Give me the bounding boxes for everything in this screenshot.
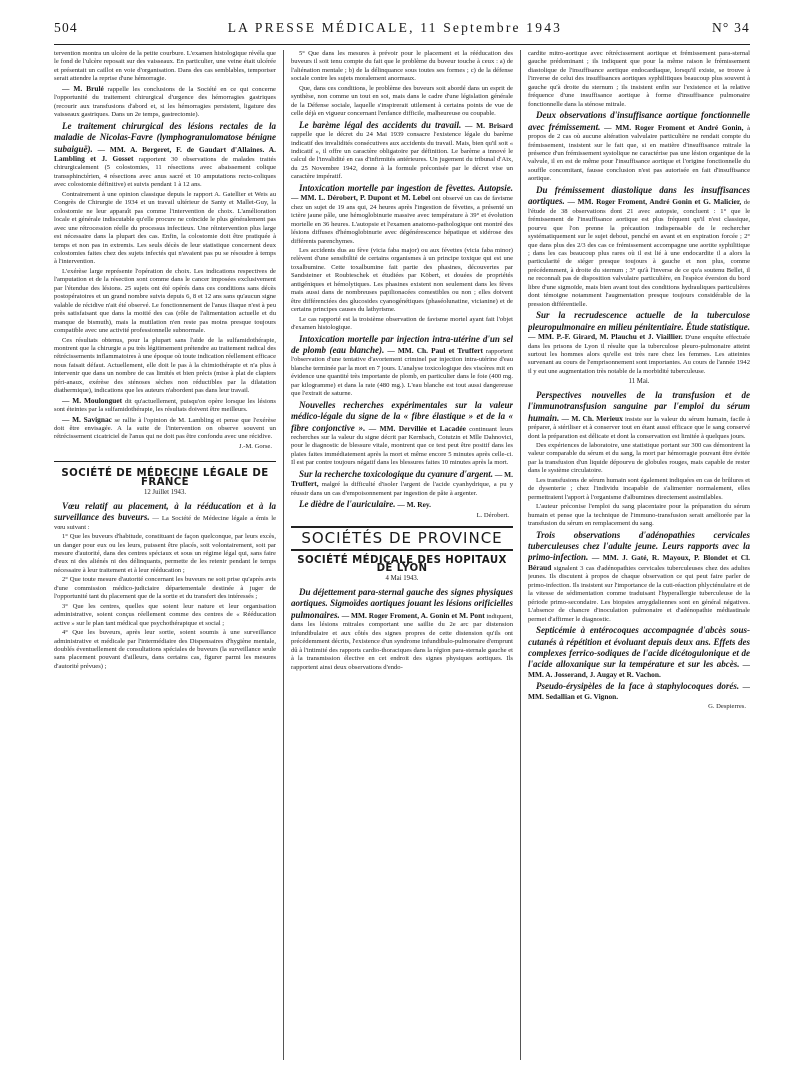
author-name: — M. Moulonguet [62, 395, 123, 405]
article-title: Du déjettement para-sternal gauche des signes physiques aortiques. Sigmoïdes aortiques jouant les lésions orificielles pulmonaires. [291, 586, 513, 620]
article-title: Le traitement chirurgical des lésions rectales de la maladie de Nicolas-Favre (lymphogranulomatose bénigne subaiguë). [54, 120, 276, 154]
province-banner: SOCIÉTÉS DE PROVINCE [291, 526, 513, 550]
signature: J.-M. Gorse. [239, 442, 272, 450]
author-names: — MM. Ch. Paul et Truffert [384, 345, 483, 355]
article-entry [291, 400, 513, 468]
paragraph: Contrairement à une opinion classique depuis le rapport A. Gatellier et Weis au Congrès de Chirurgie de 1934 et un travail ultérieur de Santy et Mallet-Guy, la colostomie ne leur apparaît pas comme l'intervention de choix. L'amélioration locale et générale indiscutable qu'elle procure ne coïncide le plus généralement pas avec une rétrocession réelle du processus infectieux. Une réintervention plus large est nécessaire dans la plupart des cas. Enfin, la colostomie doit être pratiquée à temps et non pas in extremis. Les seuls décès de leur statistique concernent deux colostomies faites chez des sujets infectés qui n'avaient pas pu se résoudre à temps à l'intervention. [54, 190, 276, 266]
article-title: Perspectives nouvelles de la transfusion et de l'immunotransfusion sanguine par l'emploi du sérum humain. [528, 389, 750, 423]
author-names: — M. Truffert, [291, 469, 513, 489]
paragraph: Les transfusions de sérum humain sont également indiquées en cas de brûlures et de dysenterie ; chez l'individu incapable de s'alimenter normalement, elles permettraient l'apport à l'organisme d'albumines directement assimilables. [528, 476, 750, 501]
author-names: — MM. Sedallian et G. Vignon. [528, 682, 750, 701]
article-text: à propos de 2 cas où aucune altération valvulaire particulière ne rendait compte du frémissement, insistent sur le fait que, si en matière d'insuffisance mitrale la présence d'un frémissement systolique ne caractérise pas une lésion organique de la valvule, il en est de même pour l'insuffisance aortique et l'origine fonctionnelle du souffle concomitant, fausse conclusion n'est pas autorisée en fait d'insuffisance aortique. [528, 124, 750, 183]
article-title: Intoxication mortelle par ingestion de fèvettes. Autopsie. [299, 182, 513, 193]
article-title: Du frémissement diastolique dans les insuffisances aortiques. [528, 184, 750, 207]
article-text: de l'étude de 38 observations dont 21 avec autopsie, concluent : 1° que le frémissement de l'insuffisance aortique est plus fréquent qu'il n'est classique, pourvu que l'on prenne la précaution indispensable de le rechercher systématiquement sur le sujet debout, penché en avant et en expiration forcée ; 2° que dans plus des 2/3 des cas ce frémissement accompagne une aortite syphilitique ; dans les cas beaucoup plus rares où il est lié à une endocardite il a alors la particularité de siéger presque toujours à gauche et non plus, comme précédemment, à droite du sternum ; 3° qu'à l'inverse de ce qu'a soutenu Bellet, il ne reconnaît pas de disposition valvulaire particulière, en l'espèce éversion du bord libre d'une sigmoïde, mais bien avant tout des conditions hydrauliques particulières dont témoigne notamment l'augmentation presque toujours considérable de la pression différentielle. [528, 199, 750, 308]
author-names: — MM. Dervillée et Lacadée [365, 423, 466, 433]
author-names: — MM. Roger Froment, A. Gonin et M. Pont [339, 610, 485, 620]
newspaper-page [54, 0, 750, 1082]
author-names: — MM. L. Dérobert, P. Dupont et M. Lebel [291, 193, 431, 203]
article-text: — La Société de Médecine légale a émis le vœu suivant : [54, 515, 276, 531]
author-names: — M. Rey. [395, 500, 432, 510]
column-2 [291, 50, 513, 1070]
list-item: 1° Que les buveurs d'habitude, constituant de façon quelconque, par leurs excès, un danger pour eux ou les leurs, puissent être placés, soit volontairement, soit par mesure d'autorité, dans des centres spéciaux et sous un régime légal qui, sans faire d'eux ni des aliénés ni des délinquants, permette de les retenir pendant le temps nécessaire à leur traitement et à leur rééducation ; [54, 533, 276, 574]
article-text: rappelle que le décret du 24 Mai 1939 consacre l'existence légale du barème indicatif des invalidités consécutives aux accidents du travail. Mais, bien qu'il soit « indicatif », il offre un caractère obligatoire par définition. Le barème a innové le calcul de l'invalidité en cas d'infirmités antérieures. Un jugement du tribunal d'Aix, du 25 Novembre 1942, donne à la formule préconisée par le décret vise un caractère impératif. [291, 131, 513, 181]
article-entry [291, 469, 513, 498]
article-text: signalent 3 cas d'adénopathies cervicales tuberculeuses chez des adultes jeunes. Ils discutent à propos de chaque observation ce qui peut faire parler de primo-infection. Ils insistent sur l'importance de la cuti-réaction phlycténulaire et de la vitesse de sédimentation comme traduisant l'hyperallergie tuberculeuse de la période primo-secondaire. Les biopsies amygdaliennes sont en général négatives. L'absence de chancre d'inoculation pulmonaire et d'adénopathie médiastinale permet d'affirmer le diagnostic. [528, 564, 750, 623]
paragraph-text: rappelle les conclusions de la Société en ce qui concerne l'opportunité du traitement chirurgical d'urgence des hémorragies gastriques (recourir aux transfusions d'abord et, si les hémorragies persistent, ligature des vaisseaux gastriques. Dans un 2e temps, gastrectomie). [54, 85, 276, 119]
author-names: — MM. Roger Froment, André Gonin et G. Malicier, [564, 197, 742, 207]
article-title: Le dièdre de l'auriculaire. [299, 499, 396, 510]
article-text: ont observé un cas de favisme chez un sujet de 19 ans qui, 24 heures après l'ingestion de fèvettes, a présenté un ictère jaune pâle, une hémoglobinurie massive avec température à 39° et évolution mortelle en 36 heures. L'autopsie et l'examen anatomo-pathologique ont montré des lésions diffuses d'hémoglobinurie avec dégénérescence hépatique et sidérose des différents parenchymes. [291, 195, 513, 245]
author-names: — M. Brisard [461, 120, 513, 130]
author-names: — MM. J. Gaté, R. Mayoux, P. Blondet et Cl. Béraud [528, 553, 750, 572]
article-entry [528, 310, 750, 376]
article-title: Trois observations d'adénopathies cervicales tuberculeuses chez l'adulte jeune. Leurs rapports avec la primo-infection. [528, 529, 750, 563]
section-heading: SOCIÉTÉ MÉDICALE DES HOPITAUX DE LYON [297, 554, 507, 575]
author-names: — MM. A. Josserand, J. Augay et R. Vachon. [528, 660, 750, 679]
masthead [54, 16, 750, 40]
issue-number: N° 34 [711, 20, 750, 35]
paragraph: Des expériences de laboratoire, une statistique portant sur 300 cas démontrent la valeur comparable du sérum et du sang, la mort par hémorragie pouvant être évitée par la transfusion d'un liquide dépourvu de globules rouges, mais capable de rester dans le système circulatoire. [528, 442, 750, 475]
author-names: — M. Ch. Merieux [559, 413, 623, 423]
resolution-list [54, 533, 276, 671]
header-rule [54, 44, 750, 45]
list-item: 5° Que dans les mesures à prévoir pour le placement et la rééducation des buveurs il soit tenu compte du fait que le problème du buveur touche à ceux : a) de l'aliénation mentale ; b) de la délinquance sous toutes ses formes ; c) de la défense sociale contre les sujets moralement anormaux. [291, 50, 513, 83]
signature: G. Despierres. [708, 703, 746, 711]
section-rule [54, 461, 276, 462]
article-entry [291, 334, 513, 399]
article-entry [54, 121, 276, 190]
article-title: Sur la recrudescence actuelle de la tuberculose pleuropulmonaire en milieu pénitentiaire. Étude statistique. [528, 310, 750, 332]
column-divider [520, 50, 521, 1060]
paragraph: cardite mitro-aortique avec rétrécissement aortique et frémissement para-sternal gauche prédominant ; ils indiquent que pour la même raison le frémissement diastolique de l'insuffisance aortique endocardiaque, lorsqu'il existe, se trouve à l'inverse de celui des insuffisances aortiques syphilitiques beaucoup plus souvent à gauche qu'à droite du sternum ; ils insistent enfin sur l'existence et la relative fréquence d'une insuffisance aortique à forme d'insuffisance pulmonaire fonctionnelle dans la sténose mitrale. [528, 50, 750, 108]
article-entry [291, 120, 513, 182]
article-entry [528, 185, 750, 309]
article-text: insiste sur la valeur du sérum humain, facile à préparer, à stériliser et à conserver tout en étant aussi efficace que le sang conservé dont la préparation est délicate et dont la conservation est limitée à quelques jours. [528, 415, 750, 440]
article-entry [291, 183, 513, 246]
article-title: Pseudo-érysipèles de la face à staphylocoques dorés. [536, 681, 740, 692]
paragraph [54, 85, 276, 120]
article-entry [528, 530, 750, 625]
author-name: — M. Savignac [62, 414, 112, 424]
article-entry [54, 501, 276, 532]
article-entry [528, 110, 750, 184]
article-title: Septicémie à entérocoques accompagnée d'abcès sous-cutanés à répétition et évoluant depuis deux ans. Effets des complexes ferrico-sodiques de l'acide dicétogulonique et de l'acide alloxanique sur la température et sur les abcès. [528, 625, 750, 670]
article-entry [528, 625, 750, 680]
column-3 [528, 50, 750, 1070]
paragraph: Que, dans ces conditions, le problème des buveurs soit abordé dans un esprit de synthèse, non comme un tout en soi, mais dans le cadre d'une législation générale de la Défense sociale, laquelle s'inspirerait utilement à certains points de vue de celle déjà en vigueur concernant l'enfance difficile, malheureuse ou coupable. [291, 84, 513, 118]
article-text: rapportent 30 observations de malades traités chirurgicalement (5 colostomies, 11 résections avec abaissement colique transsphinctérien, 4 résections avec anus sacré et 10 amputations recto-coliques avec colostomie définitive) et suivis pendant 1 à 12 ans. [54, 155, 276, 189]
article-title: Vœu relatif au placement, à la rééducation et à la surveillance des buveurs. [54, 500, 276, 523]
list-item: 4° Que les buveurs, après leur sortie, soient soumis à une surveillance administrative et médicale par l'intermédiaire des Dispensaires d'hygiène mentale, doublés éventuellement de consultations spéciales de buveurs (la surveillance seule sans placement pouvant d'ailleurs, dans certains cas, figurer parmi les mesures d'autorité prévues) ; [54, 629, 276, 670]
author-names: — MM. P.-F. Girard, M. Plauchu et J. Viaillier. [528, 332, 683, 342]
list-item: 3° Que les centres, quelles que soient leur nature et leur organisation administrative, soient conçus réellement comme des centres de « Rééducation active » sur le plan tant médical que psychothérapique et social ; [54, 602, 276, 627]
paragraph: tervention montra un ulcère de la petite courbure. L'examen histologique révéla que le fond de l'ulcère reposait sur des vaisseaux. En particulier, une veine était ulcérée et présentait un caillot en voie d'organisation. Dans des cas semblables, temporiser serait attendre la reprise d'une hémorragie. [54, 50, 276, 83]
article-entry [528, 390, 750, 441]
author-names: — MM. A. Bergeret, F. de Gaudart d'Allaines. A. Lambling et J. Gosset [54, 144, 276, 163]
column-divider [283, 50, 284, 1060]
article-text: indiquent, dans les lésions mitrales comportant une saillie du 2e arc par distension infundibulaire et aux côtés des signes propres de cette distension qu'ils ont précédemment décrits, l'existence d'un syndrome infundibulo-pulmonaire d'emprunt dû à l'intimité des rapports cardio-thoraciques dans la région para-sternale gauche et à la transmission élective en cet endroit des signes physiques aortiques. Ils rapportent ainsi deux observations d'endo- [291, 612, 513, 671]
list-item: 2° Que toute mesure d'autorité concernant les buveurs ne soit prise qu'après avis d'une commission médico-judiciaire départementale destinée à juger de l'opportunité tant du placement que de la sortie et du transfert des intéressés ; [54, 576, 276, 601]
session-date: 4 Mai 1943. [385, 575, 419, 583]
page-number: 504 [54, 20, 78, 35]
article-title: Nouvelles recherches expérimentales sur la valeur médico-légale du signe de la « fibre élastique » et de la « fibre conjonctive ». [291, 399, 513, 433]
article-text: malgré la difficulté d'isoler l'argent de l'acide cyanhydrique, a pu y réussir dans un cas d'empoisonnement par ingestion de pâte à argenter. [291, 481, 513, 497]
paragraph-text: dit qu'actuellement, puisqu'on opère lorsque les lésions sont éteintes par la sulfamidothérapie, les résultats doivent être meilleurs. [54, 397, 276, 414]
session-date: 12 Juillet 1943. [143, 489, 187, 497]
column-1 [54, 50, 276, 1070]
article-title: Le barème légal des accidents du travail. [299, 119, 462, 130]
session-date: 11 Mai. [628, 378, 650, 386]
section-heading: SOCIÉTÉ DE MÉDECINE LÉGALE DE FRANCE [61, 468, 269, 488]
paragraph [54, 416, 276, 442]
article-title: Intoxication mortelle par injection intra-utérine d'un sel de plomb (eau blanche). [291, 333, 513, 355]
signature: L. Dérobert. [476, 511, 509, 519]
paragraph: Les accidents dus au fève (vicia faba major) ou aux févettes (vicia faba minor) relèvent d'une sensibilité de certains organismes à un principe toxique qui est une toxalbumine. Cette toxalbumine fait partie des phasines, découvertes par Sandsteiner et Roubieschek et étudiées par Köbert, et douées de propriétés antigéniques et hémolytiques. Les phasines existent non seulement dans les fèves mais aussi dans de nombreuses papilionacées comestibles ou non ; elles doivent être différenciées des glucosides cyanogénétiques (phaséolunatine, vicianine) et de certains principes causes du lathyrisme. [291, 246, 513, 314]
article-title: Sur la recherche toxicologique du cyanure d'argent. [299, 468, 493, 479]
paragraph: Ces résultats obtenus, pour la plupart sans l'aide de la sulfamidothérapie, montrent que la chirurgie a pu très légitimement prétendre au traitement radical des rétrécissements inflammatoires à une époque où toute indication réellement efficace nous faisait défaut. Actuellement, elle doit le pas à la chimiothérapie et n'a plus à intervenir que dans un nombre de cas limités et bien précis (mise à plat de clapiers péri-anaux, exérèse des sténoses sèches non réductibles par la dilatation diathermique), indications que les auteurs n'abordent pas dans leur travail. [54, 336, 276, 395]
paragraph: Le cas rapporté est la troisième observation de favisme mortel ayant fait l'objet d'examen histologique. [291, 315, 513, 332]
paragraph [54, 397, 276, 415]
article-text: rapportent l'observation d'une tentative d'avortement criminel par injection intra-utérine d'eau blanche terminée par la mort en 7 jours. L'analyse toxicologique des viscères mit en évidence une quantité très importante de plomb, en particulier dans le foie (400 mg. par kilogramme) et dans la rate (480 mg.). L'eau blanche est tout aussi dangereuse que l'extrait de saturne. [291, 347, 513, 398]
article-entry [528, 681, 750, 702]
paragraph: L'auteur préconise l'emploi du sang placentaire pour la préparation du sérum humain et pense que la technique de l'immuno-transfusion serait améliorée par la transfusion du sérum en remplacement du sang. [528, 503, 750, 528]
journal-title: LA PRESSE MÉDICALE, 11 Septembre 1943 [227, 20, 563, 35]
article-title: Deux observations d'insuffisance aortique fonctionnelle avec frémissement. [528, 110, 750, 132]
article-entry [291, 587, 513, 672]
article-text: D'une enquête effectuée dans les prisons de Lyon il résulte que la tuberculose pleuro-pulmonaire atteint surtout les hommes alors qu'elle est très rare chez les femmes. Les atteintes survenant au cours de l'emprisonnement sont importantes. Au cours de l'année 1942 il y eut une augmentation très notable de la morbidité tuberculeuse. [528, 334, 750, 375]
paragraph: L'exérèse large représente l'opération de choix. Les indications respectives de l'amputation et de la résection sont comme dans le cancer imposées exclusivement par l'étendue des lésions. 25 sujets ont été opérés dans ces conditions sans décès postopératoires et un grand nombre suivis depuis 6, 8 et 12 ans sans qu'aucun signe valable de récidive n'ait été observé. Le fonctionnement de l'anus iliaque n'est à peu près satisfaisant que dans la moitié des cas (rôle de l'alimentation actuelle et du manque de bismuth), mais la mutilation n'en reste pas moins presque toujours compatible avec une activité professionnelle subnormale. [54, 267, 276, 335]
article-text: continuant leurs recherches sur la valeur du signe décrit par Kernbach, Cotutzin et Mlle Dahnovici, pour le diagnostic de blessure vitale, montrent que ce test peut être positif dans les plaies faites immédiatement après la mort et même encore 5 minutes après celle-ci. Il est par contre toujours négatif dans les blessures faites 10 minutes après la mort. [291, 425, 513, 467]
author-name: — M. Brulé [62, 83, 104, 93]
article-entry [291, 499, 513, 510]
author-names: — MM. Roger Froment et André Gonin, [600, 122, 744, 132]
paragraph-text: se rallie à l'opinion de M. Lambling et pense que l'exérèse doit être envisagée. A la suite de l'intervention on observe souvent un rétrécissement cicatriciel de l'anus qui ne doit pas être confondu avec une récidive. [54, 416, 276, 441]
